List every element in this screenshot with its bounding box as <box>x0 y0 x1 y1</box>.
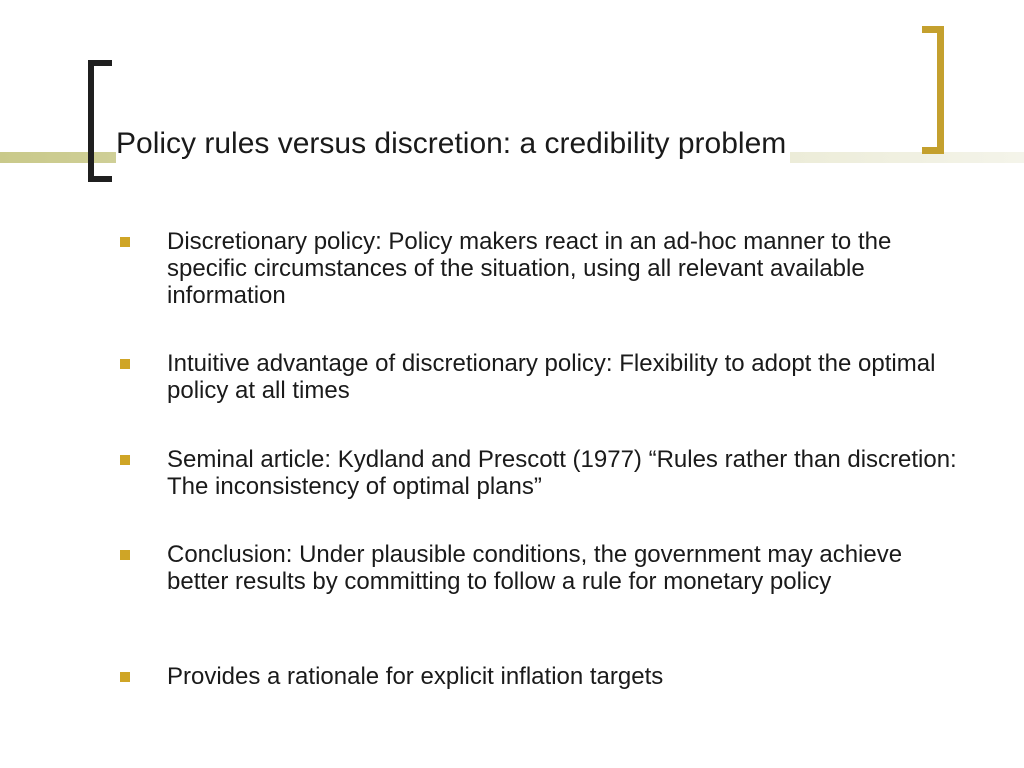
bullet-text: Discretionary policy: Policy makers react in an ad-hoc manner to the specific circumstances of the situation, using all relevant available information <box>167 228 892 309</box>
square-bullet-icon <box>120 672 130 682</box>
square-bullet-icon <box>120 237 130 247</box>
bullet-text: Intuitive advantage of discretionary policy: Flexibility to adopt the optimal policy at all times <box>167 350 936 404</box>
left-bracket-decoration <box>88 60 112 182</box>
bullet-text: Provides a rationale for explicit inflation targets <box>167 663 664 690</box>
right-bracket-decoration <box>922 26 944 154</box>
slide-title: Policy rules versus discretion: a credibility problem <box>116 124 790 164</box>
bullet-text: Seminal article: Kydland and Prescott (1977) “Rules rather than discretion: The inconsistency of optimal plans” <box>167 446 957 500</box>
square-bullet-icon <box>120 455 130 465</box>
bullet-text: Conclusion: Under plausible conditions, the government may achieve better results by committing to follow a rule for monetary policy <box>167 541 903 595</box>
square-bullet-icon <box>120 359 130 369</box>
square-bullet-icon <box>120 550 130 560</box>
